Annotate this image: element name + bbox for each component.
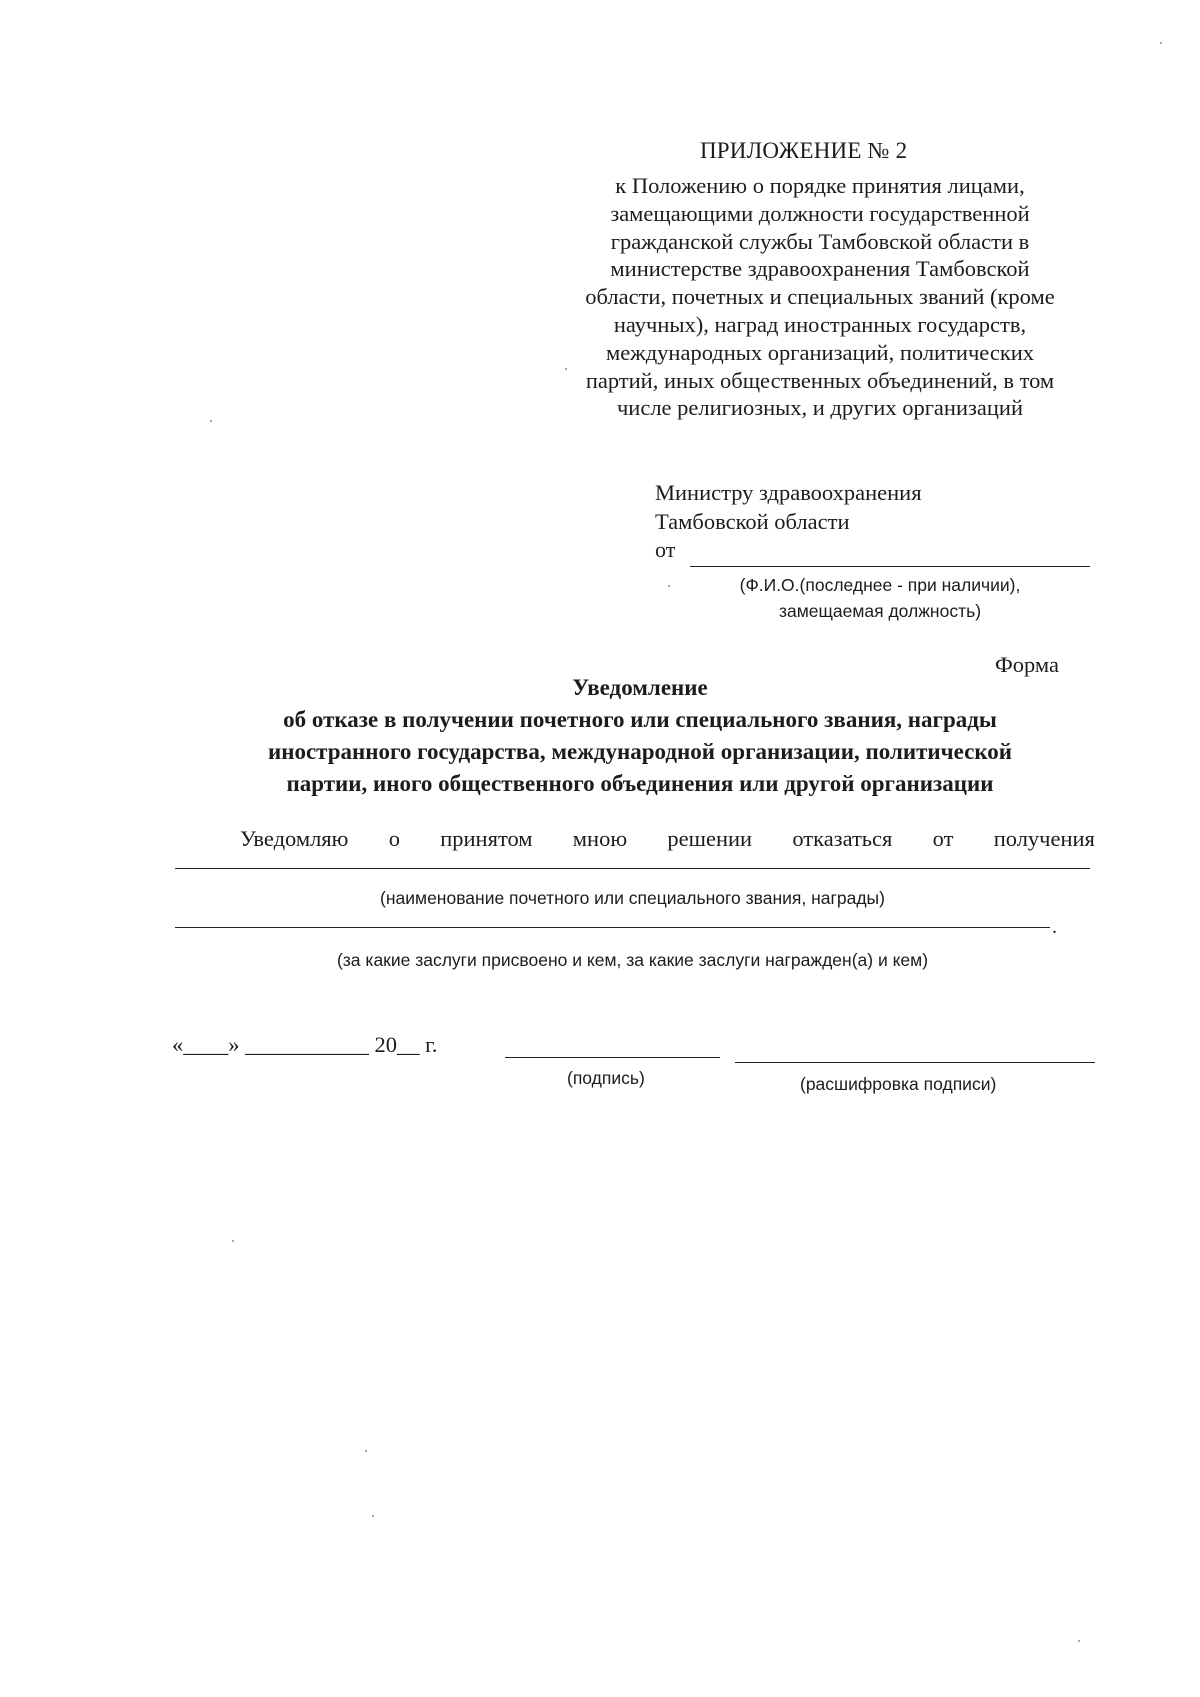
sentence-end-dot: .	[1052, 916, 1057, 938]
addressee-line: Тамбовской области	[655, 509, 850, 534]
appendix-line: международных организаций, политических	[605, 339, 1035, 365]
fio-hint-line: замещаемая должность)	[778, 601, 982, 621]
signature-hint: (подпись)	[567, 1068, 645, 1088]
appendix-line: числе религиозных, и других организаций	[616, 395, 1023, 421]
notice-title-block	[120, 672, 1160, 800]
signature-decoding-hint: (расшифровка подписи)	[800, 1074, 997, 1094]
fio-hint	[700, 572, 1060, 624]
body-word: решении	[667, 826, 753, 851]
appendix-line: министерстве здравоохранения Тамбовской	[610, 256, 1030, 282]
appendix-line: гражданской службы Тамбовской области в	[610, 228, 1030, 254]
notice-title: Уведомление	[572, 675, 708, 700]
body-word: от	[932, 826, 954, 851]
notice-subtitle-line: об отказе в получении почетного или специального звания, награды	[283, 707, 997, 732]
body-word: мною	[572, 826, 628, 851]
from-label: от	[655, 537, 676, 562]
scan-speck	[1160, 42, 1162, 44]
scan-speck	[565, 368, 567, 370]
notice-subtitle-line: партии, иного общественного объединения или другой организации	[286, 771, 994, 796]
appendix-line: области, почетных и специальных званий (кроме	[585, 284, 1055, 310]
appendix-title: ПРИЛОЖЕНИЕ № 2	[700, 138, 908, 163]
scan-speck	[232, 1240, 234, 1242]
form-label: Форма	[995, 652, 1060, 677]
appendix-line: партий, иных общественных объединений, в том	[585, 367, 1055, 393]
scan-speck	[210, 420, 212, 422]
appendix-line: научных), наград иностранных государств,	[613, 311, 1027, 337]
body-word: получения	[993, 826, 1095, 851]
appendix-line: к Положению о порядке принятия лицами,	[615, 173, 1025, 198]
signature-fill-line[interactable]	[505, 1057, 720, 1058]
body-word: Уведомляю	[240, 826, 349, 851]
award-name-fill-line[interactable]	[175, 868, 1090, 869]
notice-subtitle-line: иностранного государства, международной организации, политической	[267, 739, 1013, 764]
from-fill-line[interactable]	[690, 566, 1090, 567]
signature-decoding-fill-line[interactable]	[735, 1062, 1095, 1063]
body-word: отказаться	[792, 826, 893, 851]
body-word: принятом	[440, 826, 533, 851]
body-text	[240, 826, 1095, 852]
fio-hint-line: (Ф.И.О.(последнее - при наличии),	[739, 575, 1021, 595]
merit-fill-line[interactable]	[175, 927, 1050, 928]
scan-speck	[365, 1450, 367, 1452]
date-field[interactable]: «____» ___________ 20__ г.	[172, 1032, 438, 1057]
appendix-line: замещающими должности государственной	[610, 200, 1030, 226]
merit-hint: (за какие заслуги присвоено и кем, за какие заслуги награжден(а) и кем)	[336, 950, 929, 970]
appendix-description	[520, 172, 1120, 422]
scan-speck	[668, 585, 670, 587]
award-name-hint: (наименование почетного или специального звания, награды)	[380, 888, 885, 908]
scan-speck	[1078, 1640, 1080, 1642]
scan-speck	[372, 1515, 374, 1517]
addressee-block	[655, 478, 922, 536]
addressee-line: Министру здравоохранения	[655, 480, 922, 505]
body-word: о	[388, 826, 400, 851]
